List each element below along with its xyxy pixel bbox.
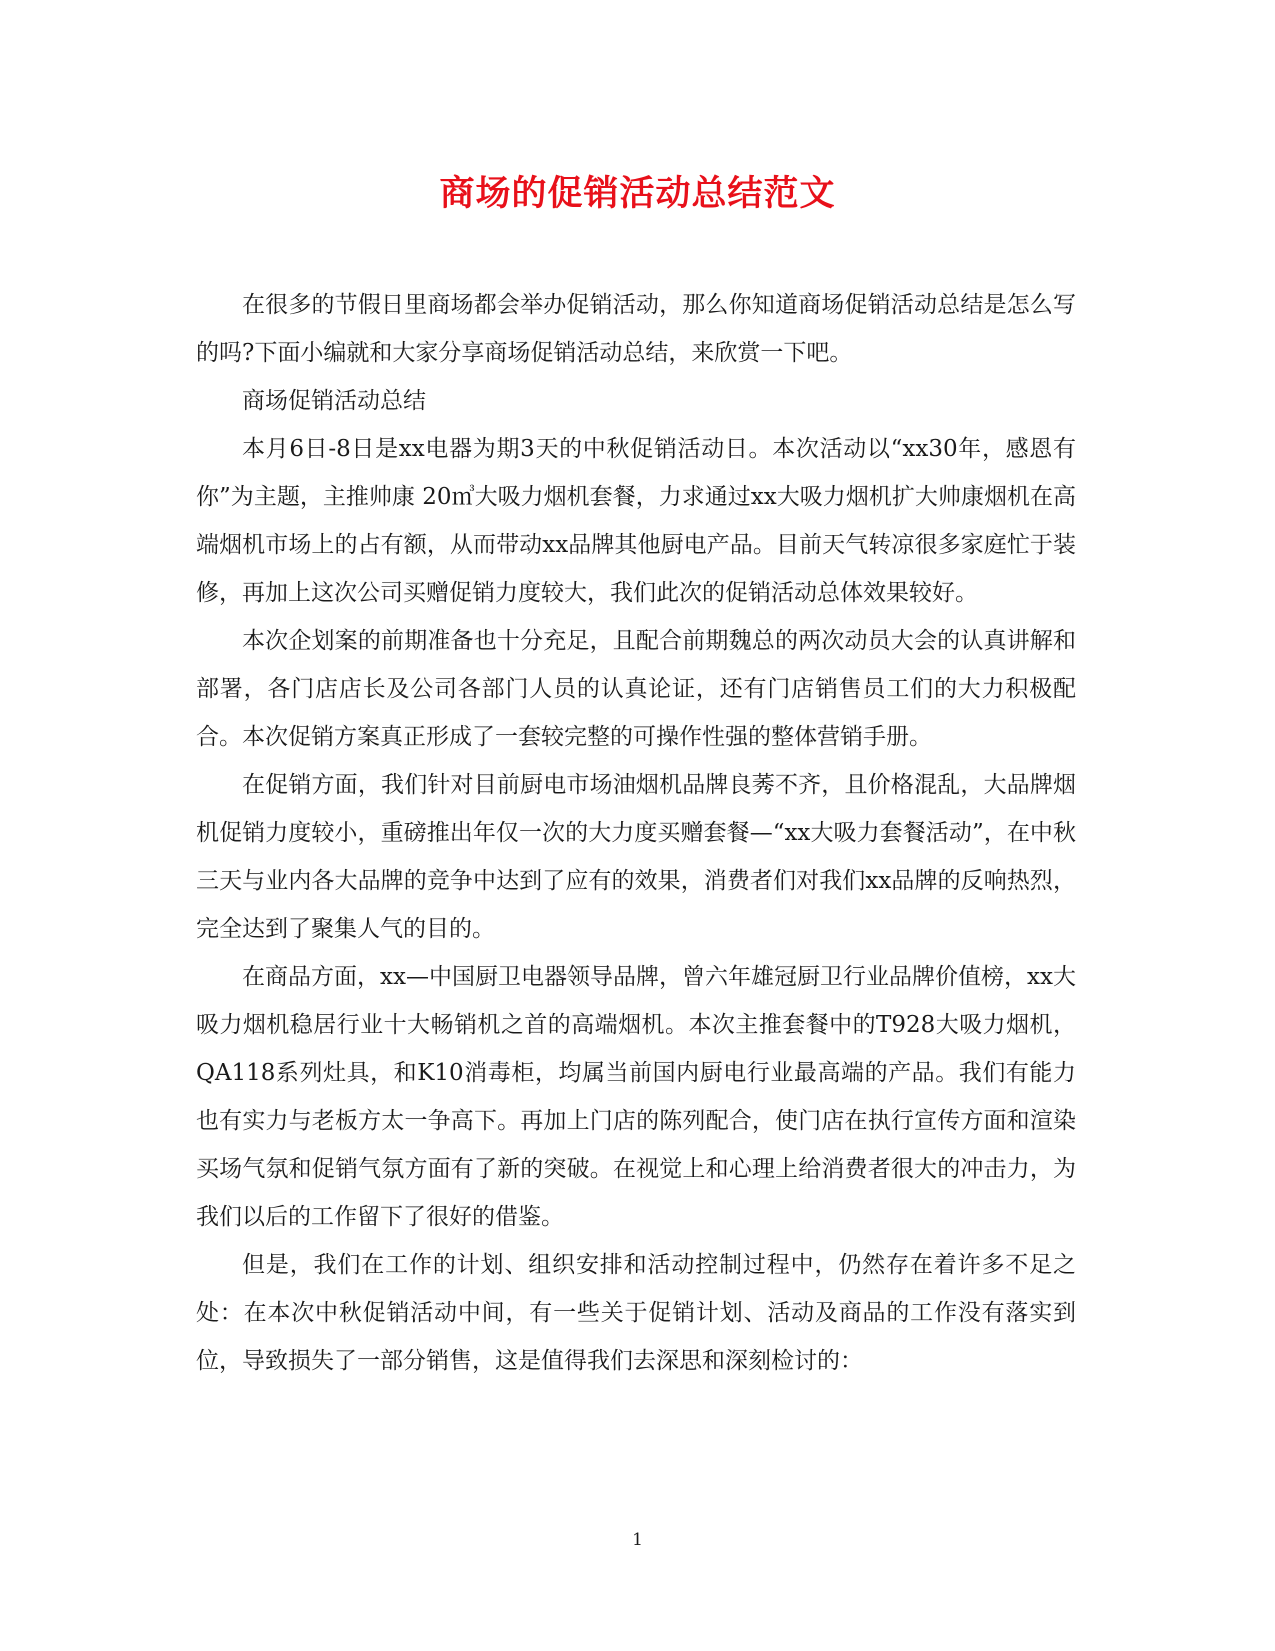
paragraph-products: 在商品方面，xx—中国厨卫电器领导品牌，曾六年雄冠厨卫行业品牌价值榜，xx大吸力烟机稳居行业十大畅销机之首的高端烟机。本次主推套餐中的T928大吸力烟机，QA118系列灶具，和K10消毒柜，均属当前国内厨电行业最高端的产品。我们有能力也有实力与老板方太一争高下。再加上门店的陈列配合，使门店在执行宣传方面和渲染买场气氛和促销气氛方面有了新的突破。在视觉上和心理上给消费者很大的冲击力，为我们以后的工作留下了很好的借鉴。 <box>196 964 1076 1230</box>
paragraph-intro: 在很多的节假日里商场都会举办促销活动，那么你知道商场促销活动总结是怎么写的吗?下面小编就和大家分享商场促销活动总结，来欣赏一下吧。 <box>196 292 1076 366</box>
document-title: 商场的促销活动总结范文 <box>439 173 836 214</box>
paragraph-promotion: 在促销方面，我们针对目前厨电市场油烟机品牌良莠不齐，且价格混乱，大品牌烟机促销力度较小，重磅推出年仅一次的大力度买赠套餐—“xx大吸力套餐活动”，在中秋三天与业内各大品牌的竞争中达到了应有的效果，消费者们对我们xx品牌的反响热烈，完全达到了聚集人气的目的。 <box>196 772 1076 942</box>
paragraph-preparation: 本次企划案的前期准备也十分充足，且配合前期魏总的两次动员大会的认真讲解和部署，各门店店长及公司各部门人员的认真论证，还有门店销售员工们的大力积极配合。本次促销方案真正形成了一套较完整的可操作性强的整体营销手册。 <box>196 628 1076 750</box>
paragraph-shortcomings: 但是，我们在工作的计划、组织安排和活动控制过程中，仍然存在着许多不足之处：在本次中秋促销活动中间，有一些关于促销计划、活动及商品的工作没有落实到位，导致损失了一部分销售，这是值得我们去深思和深刻检讨的： <box>196 1252 1076 1374</box>
page-number: 1 <box>632 1530 643 1550</box>
document-body <box>196 281 1076 1385</box>
paragraph-subtitle: 商场促销活动总结 <box>242 388 426 414</box>
paragraph-activity-overview: 本月6日-8日是xx电器为期3天的中秋促销活动日。本次活动以“xx30年，感恩有你”为主题，主推帅康 20㎥大吸力烟机套餐，力求通过xx大吸力烟机扩大帅康烟机在高端烟机市场上的占有额，从而带动xx品牌其他厨电产品。目前天气转凉很多家庭忙于装修，再加上这次公司买赠促销力度较大，我们此次的促销活动总体效果较好。 <box>196 436 1076 606</box>
